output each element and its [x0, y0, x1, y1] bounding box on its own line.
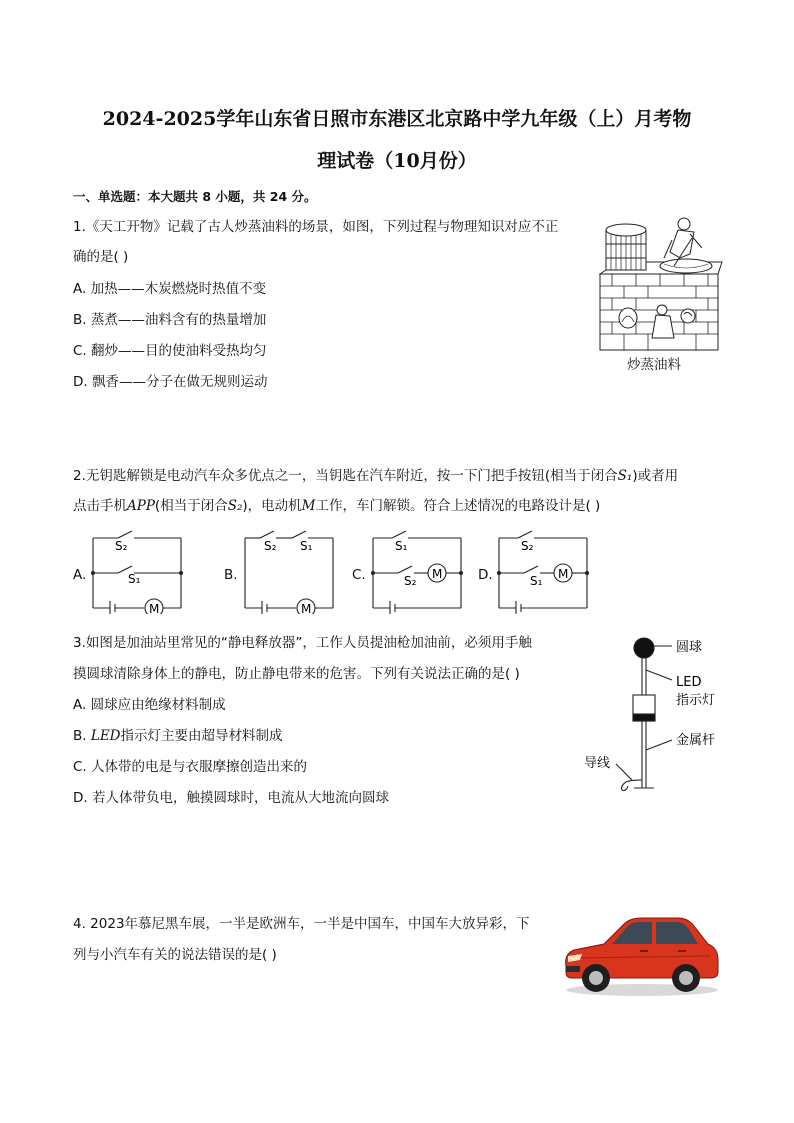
q1-option-a: A. 加热——木炭燃烧时热值不变	[73, 281, 267, 297]
q3-option-b-text: 指示灯主要由超导材料制成	[120, 728, 283, 744]
q3-stem-line1: 3.如图是加油站里常见的“静电释放器”，工作人员提油枪加油前，必须用手触	[73, 635, 532, 651]
q3-label-wire: 导线	[584, 756, 611, 771]
q2b-motor-label: M	[301, 602, 312, 614]
q3-option-b-prefix: B.	[73, 728, 91, 744]
q2c-s2-label: S₂	[404, 574, 417, 588]
q2c-motor-label: M	[432, 567, 443, 581]
q2-circuit-d	[494, 528, 594, 614]
q4-stem-line1: 4. 2023年慕尼黑车展，一半是欧洲车，一半是中国车，中国车大放异彩，下	[73, 916, 530, 932]
q1-option-b: B. 蒸煮——油料含有的热量增加	[73, 312, 267, 328]
q1-stem-line2: 确的是( )	[73, 249, 129, 265]
q2-circuit-c	[368, 528, 468, 614]
q2-var-app: APP	[127, 498, 155, 514]
q2-stem-line2-c: )，电动机	[242, 498, 302, 514]
q3-label-rod: 金属杆	[676, 733, 716, 748]
q2-option-c-label: C.	[352, 567, 366, 583]
q2-option-d-label: D.	[478, 567, 493, 583]
q3-option-b	[73, 726, 283, 746]
q2a-s1-label: S₁	[128, 572, 141, 586]
q2-stem-line2-d: 工作，车门解锁。符合上述情况的电路设计是( )	[315, 498, 601, 514]
q3-stem-line2: 摸圆球清除身体上的静电，防止静电带来的危害。下列有关说法正确的是( )	[73, 666, 520, 682]
q2-stem-line1-text: 2.无钥匙解锁是电动汽车众多优点之一，当钥匙在汽车附近，按一下门把手按钮(相当于闭合	[73, 468, 618, 484]
q2b-s1-label: S₁	[300, 539, 313, 553]
q4-stem-line2: 列与小汽车有关的说法错误的是( )	[73, 947, 277, 963]
q2-var-m: M	[301, 498, 316, 514]
q3-figure-static-discharger	[580, 630, 750, 800]
q2d-s2-label: S₂	[521, 539, 534, 553]
q3-label-indicator: 指示灯	[676, 693, 716, 708]
q2-stem-line2	[73, 496, 600, 516]
q3-label-ball: 圆球	[676, 640, 703, 655]
q2-option-a-label: A.	[73, 567, 87, 583]
q1-option-c: C. 翻炒——目的使油料受热均匀	[73, 343, 267, 359]
q2c-s1-label: S₁	[395, 539, 408, 553]
q1-figure-caption: 炒蒸油料	[627, 357, 681, 373]
exam-title-line1: 2024-2025学年山东省日照市东港区北京路中学九年级（上）月考物	[102, 108, 692, 130]
q4-figure-car	[560, 910, 722, 1000]
q2-circuit-a	[88, 528, 188, 614]
section-heading: 一、单选题：本大题共 8 小题，共 24 分。	[73, 189, 317, 204]
q2-stem-line2-b: (相当于闭合	[154, 498, 228, 514]
q3-label-led: LED	[676, 675, 702, 690]
q2-option-b-label: B.	[224, 567, 238, 583]
q2a-s2-label: S₂	[115, 539, 128, 553]
q2d-motor-label: M	[558, 567, 569, 581]
q2-stem-line2-a: 点击手机	[73, 498, 127, 514]
exam-title-line2: 理试卷（10月份）	[317, 150, 477, 172]
q1-option-d: D. 飘香——分子在做无规则运动	[73, 374, 268, 390]
q2-var-s2: S₂	[227, 498, 243, 514]
q2-var-s1: S₁	[617, 468, 633, 484]
q2-stem-line1	[73, 466, 678, 486]
q3-option-b-led: LED	[90, 728, 121, 744]
q2-stem-line1-end: )或者用	[632, 468, 679, 484]
q3-option-d: D. 若人体带负电，触摸圆球时，电流从大地流向圆球	[73, 790, 389, 806]
q2b-s2-label: S₂	[264, 539, 277, 553]
q2d-s1-label: S₁	[530, 574, 543, 588]
q3-option-c: C. 人体带的电是与衣服摩擦创造出来的	[73, 759, 308, 775]
q2a-motor-label: M	[149, 602, 160, 614]
q2-circuit-b	[240, 528, 340, 614]
q3-option-a: A. 圆球应由绝缘材料制成	[73, 697, 226, 713]
q1-figure-illustration	[598, 214, 723, 354]
q1-stem-line1: 1.《天工开物》记载了古人炒蒸油料的场景，如图，下列过程与物理知识对应不正	[73, 219, 559, 235]
